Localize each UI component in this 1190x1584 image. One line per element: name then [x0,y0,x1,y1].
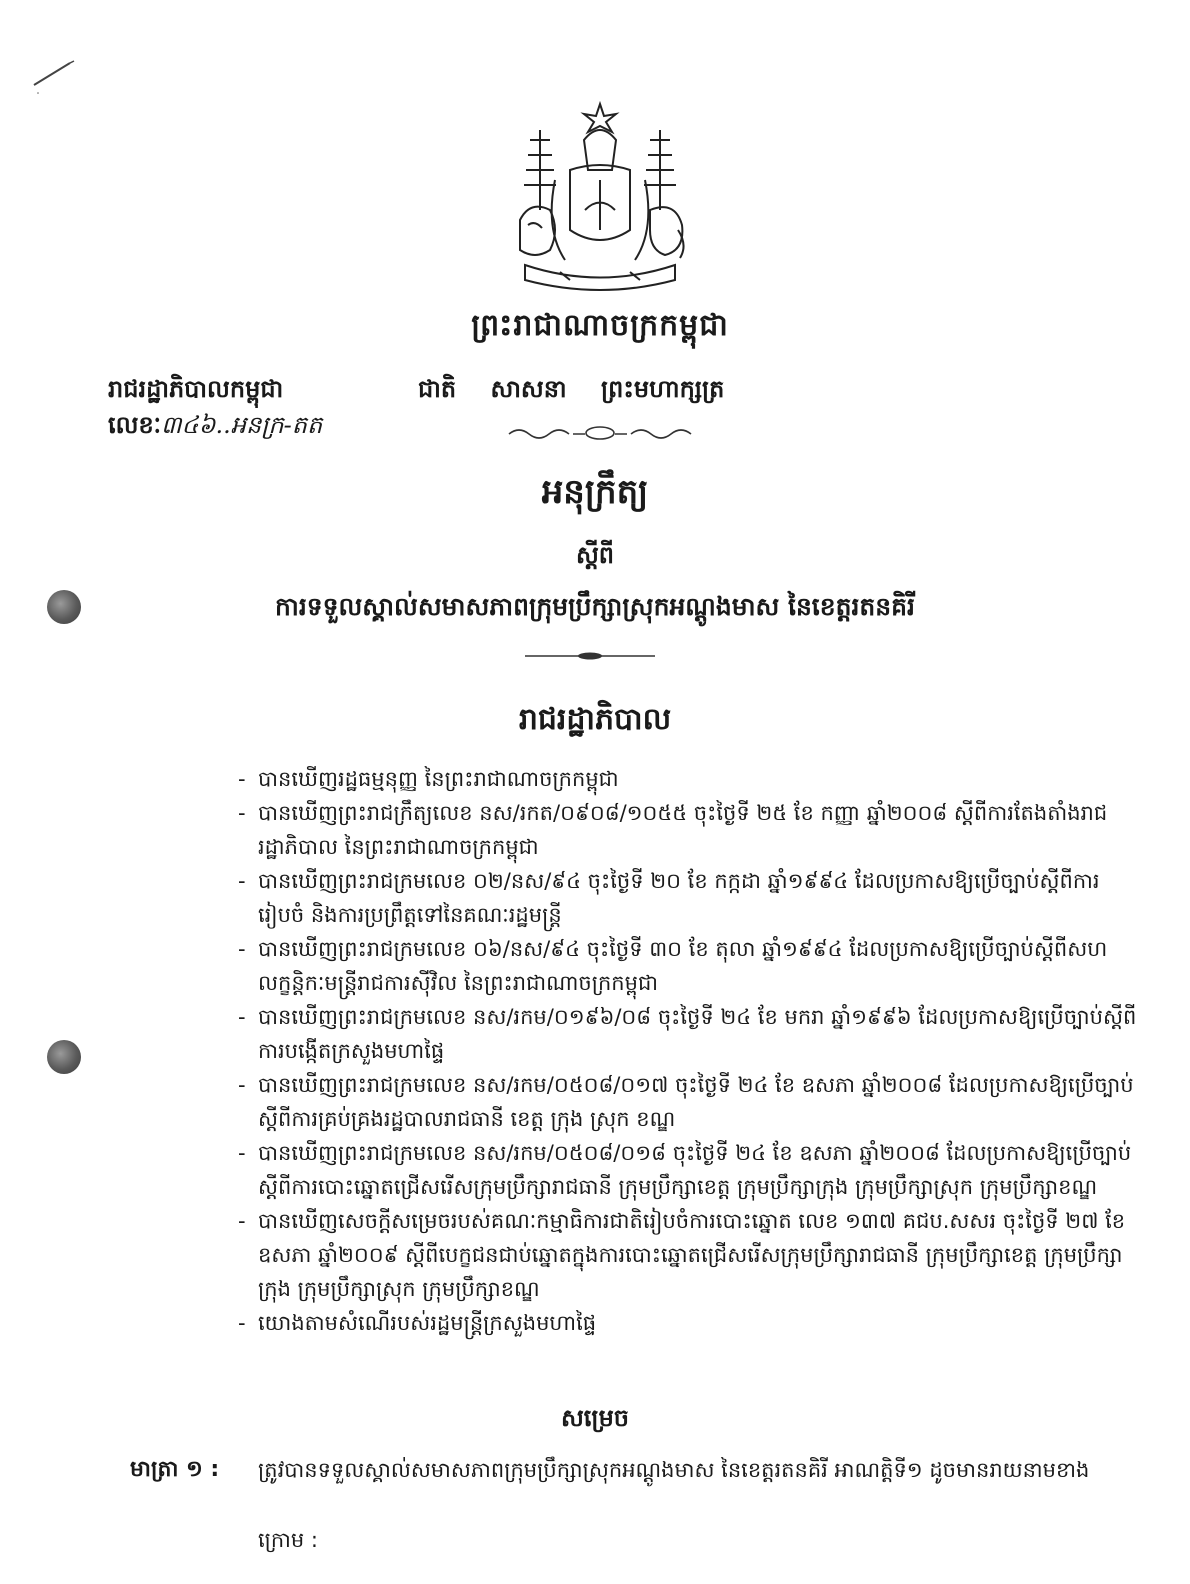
article-body: ត្រូវបានទទួលស្គាល់សមាសភាពក្រុមប្រឹក្សាស្រុកអណ្តូងមាស នៃខេត្តរតនគិរី អាណត្តិទី១ ដូចមានរាយនាមខាង [258,1458,1090,1482]
preamble-item: - បានឃើញរដ្ឋធម្មនុញ្ញ នៃព្រះរាជាណាចក្រកម្ពុជា [238,762,1138,796]
decision-heading: សម្រេច [560,1404,630,1432]
reference-number [108,410,322,445]
reference-label: លេខៈ [108,411,162,439]
scroll-ornament-icon [505,424,695,442]
preamble-item: - បានឃើញព្រះរាជក្រមលេខ ០៦/នស/៩៤ ចុះថ្ងៃទី ៣០ ខែ តុលា ឆ្នាំ១៩៩៤ ដែលប្រកាសឱ្យប្រើច្បាប់ស្តីពីសហលក្ខន្តិកៈមន្ត្រីរាជការស៊ីវិល នៃព្រះរាជាណាចក្រកម្ពុជា [238,932,1138,1000]
document-type: អនុក្រឹត្យ [541,472,649,512]
regarding-label: ស្តីពី [575,541,615,569]
preamble-item: - បានឃើញព្រះរាជក្រមលេខ នស/រកម/០៥០៨/០១៨ ចុះថ្ងៃទី ២៤ ខែ ឧសភា ឆ្នាំ២០០៨ ដែលប្រកាសឱ្យប្រើច្បាប់ស្តីពីការបោះឆ្នោតជ្រើសរើសក្រុមប្រឹក្សារាជធានី ក្រុមប្រឹក្សាខេត្ត ក្រុមប្រឹក្សាក្រុង ក្រុមប្រឹក្សាស្រុក ក្រុមប្រឹក្សាខណ្ឌ [238,1136,1138,1204]
line-ornament-icon [525,650,655,662]
authority-heading: រាជរដ្ឋាភិបាល [518,702,672,737]
punch-hole-icon [47,1040,81,1074]
preamble-item: - បានឃើញព្រះរាជក្រមលេខ ០២/នស/៩៤ ចុះថ្ងៃទី ២០ ខែ កក្កដា ឆ្នាំ១៩៩៤ ដែលប្រកាសឱ្យប្រើច្បាប់ស្តីពីការរៀបចំ និងការប្រព្រឹត្តទៅនៃគណៈរដ្ឋមន្ត្រី [238,864,1138,932]
article-continuation: ក្រោម : [258,1528,318,1552]
royal-emblem-icon [500,100,700,300]
preamble-item: - បានឃើញសេចក្តីសម្រេចរបស់គណៈកម្មាធិការជាតិរៀបចំការបោះឆ្នោត លេខ ១៣៧ គជប.សសរ ចុះថ្ងៃទី ២៧ ខែ ឧសភា ឆ្នាំ២០០៩ ស្តីពីបេក្ខជនជាប់ឆ្នោតក្នុងការបោះឆ្នោតជ្រើសរើសក្រុមប្រឹក្សារាជធានី ក្រុមប្រឹក្សាខេត្ត ក្រុមប្រឹក្សាក្រុង ក្រុមប្រឹក្សាស្រុក ក្រុមប្រឹក្សាខណ្ឌ [238,1204,1138,1306]
national-motto: ជាតិ សាសនា ព្រះមហាក្សត្រ [418,375,725,403]
article-label: មាត្រា ១ : [130,1457,220,1482]
preamble-item: - យោងតាមសំណើរបស់រដ្ឋមន្ត្រីក្រសួងមហាផ្ទៃ [238,1306,1138,1340]
article-text [258,1452,1138,1558]
preamble-item: - បានឃើញព្រះរាជក្រមលេខ នស/រកម/០១៩៦/០៨ ចុះថ្ងៃទី ២៤ ខែ មករា ឆ្នាំ១៩៩៦ ដែលប្រកាសឱ្យប្រើច្បាប់ស្តីពីការបង្កើតក្រសួងមហាផ្ទៃ [238,1000,1138,1068]
preamble-list [238,762,1138,1340]
preamble-item: - បានឃើញព្រះរាជក្រឹត្យលេខ នស/រកត/០៩០៨/១០៥៥ ចុះថ្ងៃទី ២៥ ខែ កញ្ញា ឆ្នាំ២០០៨ ស្តីពីការតែងតាំងរាជរដ្ឋាភិបាល នៃព្រះរាជាណាចក្រកម្ពុជា [238,796,1138,864]
reference-value: ៣៤៦..អនក្រ-តត [161,411,323,439]
kingdom-title: ព្រះរាជាណាចក្រកម្ពុជា [471,308,729,343]
pen-mark-icon [28,55,78,95]
document-subject: ការទទួលស្គាល់សមាសភាពក្រុមប្រឹក្សាស្រុកអណ្តូងមាស នៃខេត្តរតនគិរី [275,592,915,621]
preamble-item: - បានឃើញព្រះរាជក្រមលេខ នស/រកម/០៥០៨/០១៧ ចុះថ្ងៃទី ២៤ ខែ ឧសភា ឆ្នាំ២០០៨ ដែលប្រកាសឱ្យប្រើច្បាប់ស្តីពីការគ្រប់គ្រងរដ្ឋបាលរាជធានី ខេត្ត ក្រុង ស្រុក ខណ្ឌ [238,1068,1138,1136]
issuing-authority: រាជរដ្ឋាភិបាលកម្ពុជា [108,375,284,403]
